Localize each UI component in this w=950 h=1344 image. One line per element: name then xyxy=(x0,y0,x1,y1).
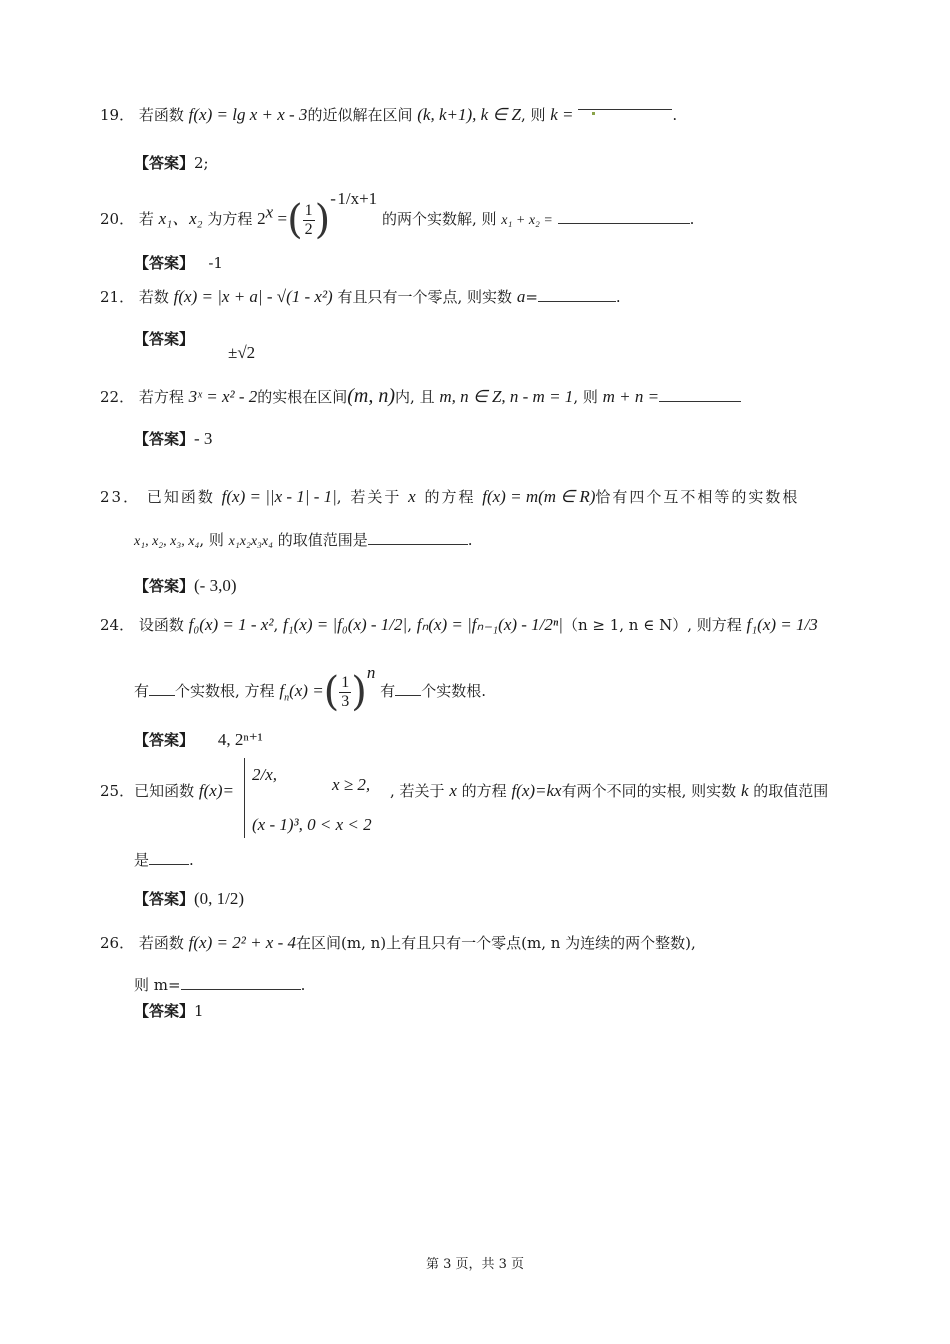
answer-19: 【答案】2; xyxy=(134,154,209,172)
question-19: 19． 若函数 f(x) = lg x + x - 3的近似解在区间 (k, k+1), k ∈ Z, 则 k = . xyxy=(100,105,678,124)
question-25-cont: , 若关于 x 的方程 f(x)=kx有两个不同的实根, 则实数 k 的取值范围 xyxy=(390,781,829,800)
answer-20: 【答案】 -1 xyxy=(134,254,223,272)
answer-blank-1[interactable] xyxy=(149,694,175,696)
question-20: 20． 若 x₁、x₂ 为方程 $2^x$ =( $\frac{1}{2}$ )$^{- 1/x+1}$ 的两个实数解, 则 x₁ + x₂ = . xyxy=(100,189,695,243)
answer-blank[interactable] xyxy=(578,108,672,110)
question-26-line2: 则 m= . xyxy=(134,976,306,994)
answer-blank-2[interactable] xyxy=(395,694,421,696)
formula: f(x) = ||x - 1| - 1| xyxy=(221,487,337,506)
answer-blank[interactable] xyxy=(538,300,616,302)
question-22: 22． 若方程 3ˣ = x² - 2的实根在区间(m, n)内, 且 m, n ∈ Z, n - m = 1, 则 m + n = xyxy=(100,386,741,406)
piece-1: 2/x, xyxy=(252,765,278,784)
piece-2: (x - 1)³, 0 < x < 2 xyxy=(252,815,372,834)
question-21: 21． 若数 f(x) = |x + a| - √(1 - x²) 有且只有一个零点, 则实数 a= . xyxy=(100,287,621,306)
piece-1-cond: x ≥ 2, xyxy=(332,775,371,794)
question-26: 26． 若函数 f(x) = 2² + x - 4在区间(m, n)上有且只有一个零点(m, n 为连续的两个整数), xyxy=(100,933,696,952)
question-24-line2: 有 个实数根, 方程 $f_n(x)$ =( $\frac{1}{3}$ )$^n$ 有 个实数根. xyxy=(134,663,486,715)
interval: (k, k+1), k ∈ Z xyxy=(417,105,521,124)
question-23-line2: x₁, x₂, x₃, x₄, 则 x₁x₂x₃x₄ 的取值范围是 . xyxy=(134,531,473,549)
answer-26: 【答案】1 xyxy=(134,1002,204,1020)
answer-blank[interactable] xyxy=(558,222,690,224)
answer-blank[interactable] xyxy=(368,543,468,545)
page-footer: 第 3 页，共 3 页 xyxy=(425,1257,525,1272)
formula: f(x) = |x + a| - √(1 - x²) xyxy=(173,287,333,306)
question-24: 24． 设函数 f₀(x) = 1 - x², f₁(x) = |f₀(x) - 1/2|, fₙ(x) = |fₙ₋₁(x) - 1/2ⁿ|（n ≥ 1, n ∈ N）, 则方程 f₁(x) = 1/3 xyxy=(100,615,818,634)
formula: 3ˣ = x² - 2 xyxy=(188,387,258,406)
answer-blank[interactable] xyxy=(149,863,189,865)
question-23: 23． 已知函数 f(x) = ||x - 1| - 1|, 若关于 x 的方程 f(x) = m(m ∈ R)恰有四个互不相等的实数根 xyxy=(100,487,800,506)
answer-21: ±√2 xyxy=(228,343,256,362)
formula: f(x) = lg x + x - 3 xyxy=(188,105,308,124)
answer-22: 【答案】- 3 xyxy=(134,429,213,448)
answer-24: 【答案】 4, 2ⁿ⁺¹ xyxy=(134,730,263,749)
question-25: 25．已知函数 f(x)= xyxy=(100,781,234,800)
piecewise-brace xyxy=(244,758,245,838)
answer-21-label: 【答案】 xyxy=(134,330,195,348)
answer-blank[interactable] xyxy=(659,400,741,402)
answer-25: 【答案】(0, 1/2) xyxy=(134,889,245,908)
question-25-line2: 是 . xyxy=(134,851,194,869)
answer-23: 【答案】(- 3,0) xyxy=(134,576,237,595)
formula: f(x) = 2² + x - 4 xyxy=(188,933,297,952)
answer-blank[interactable] xyxy=(181,988,301,990)
equation: $2^x$ = xyxy=(257,202,288,228)
